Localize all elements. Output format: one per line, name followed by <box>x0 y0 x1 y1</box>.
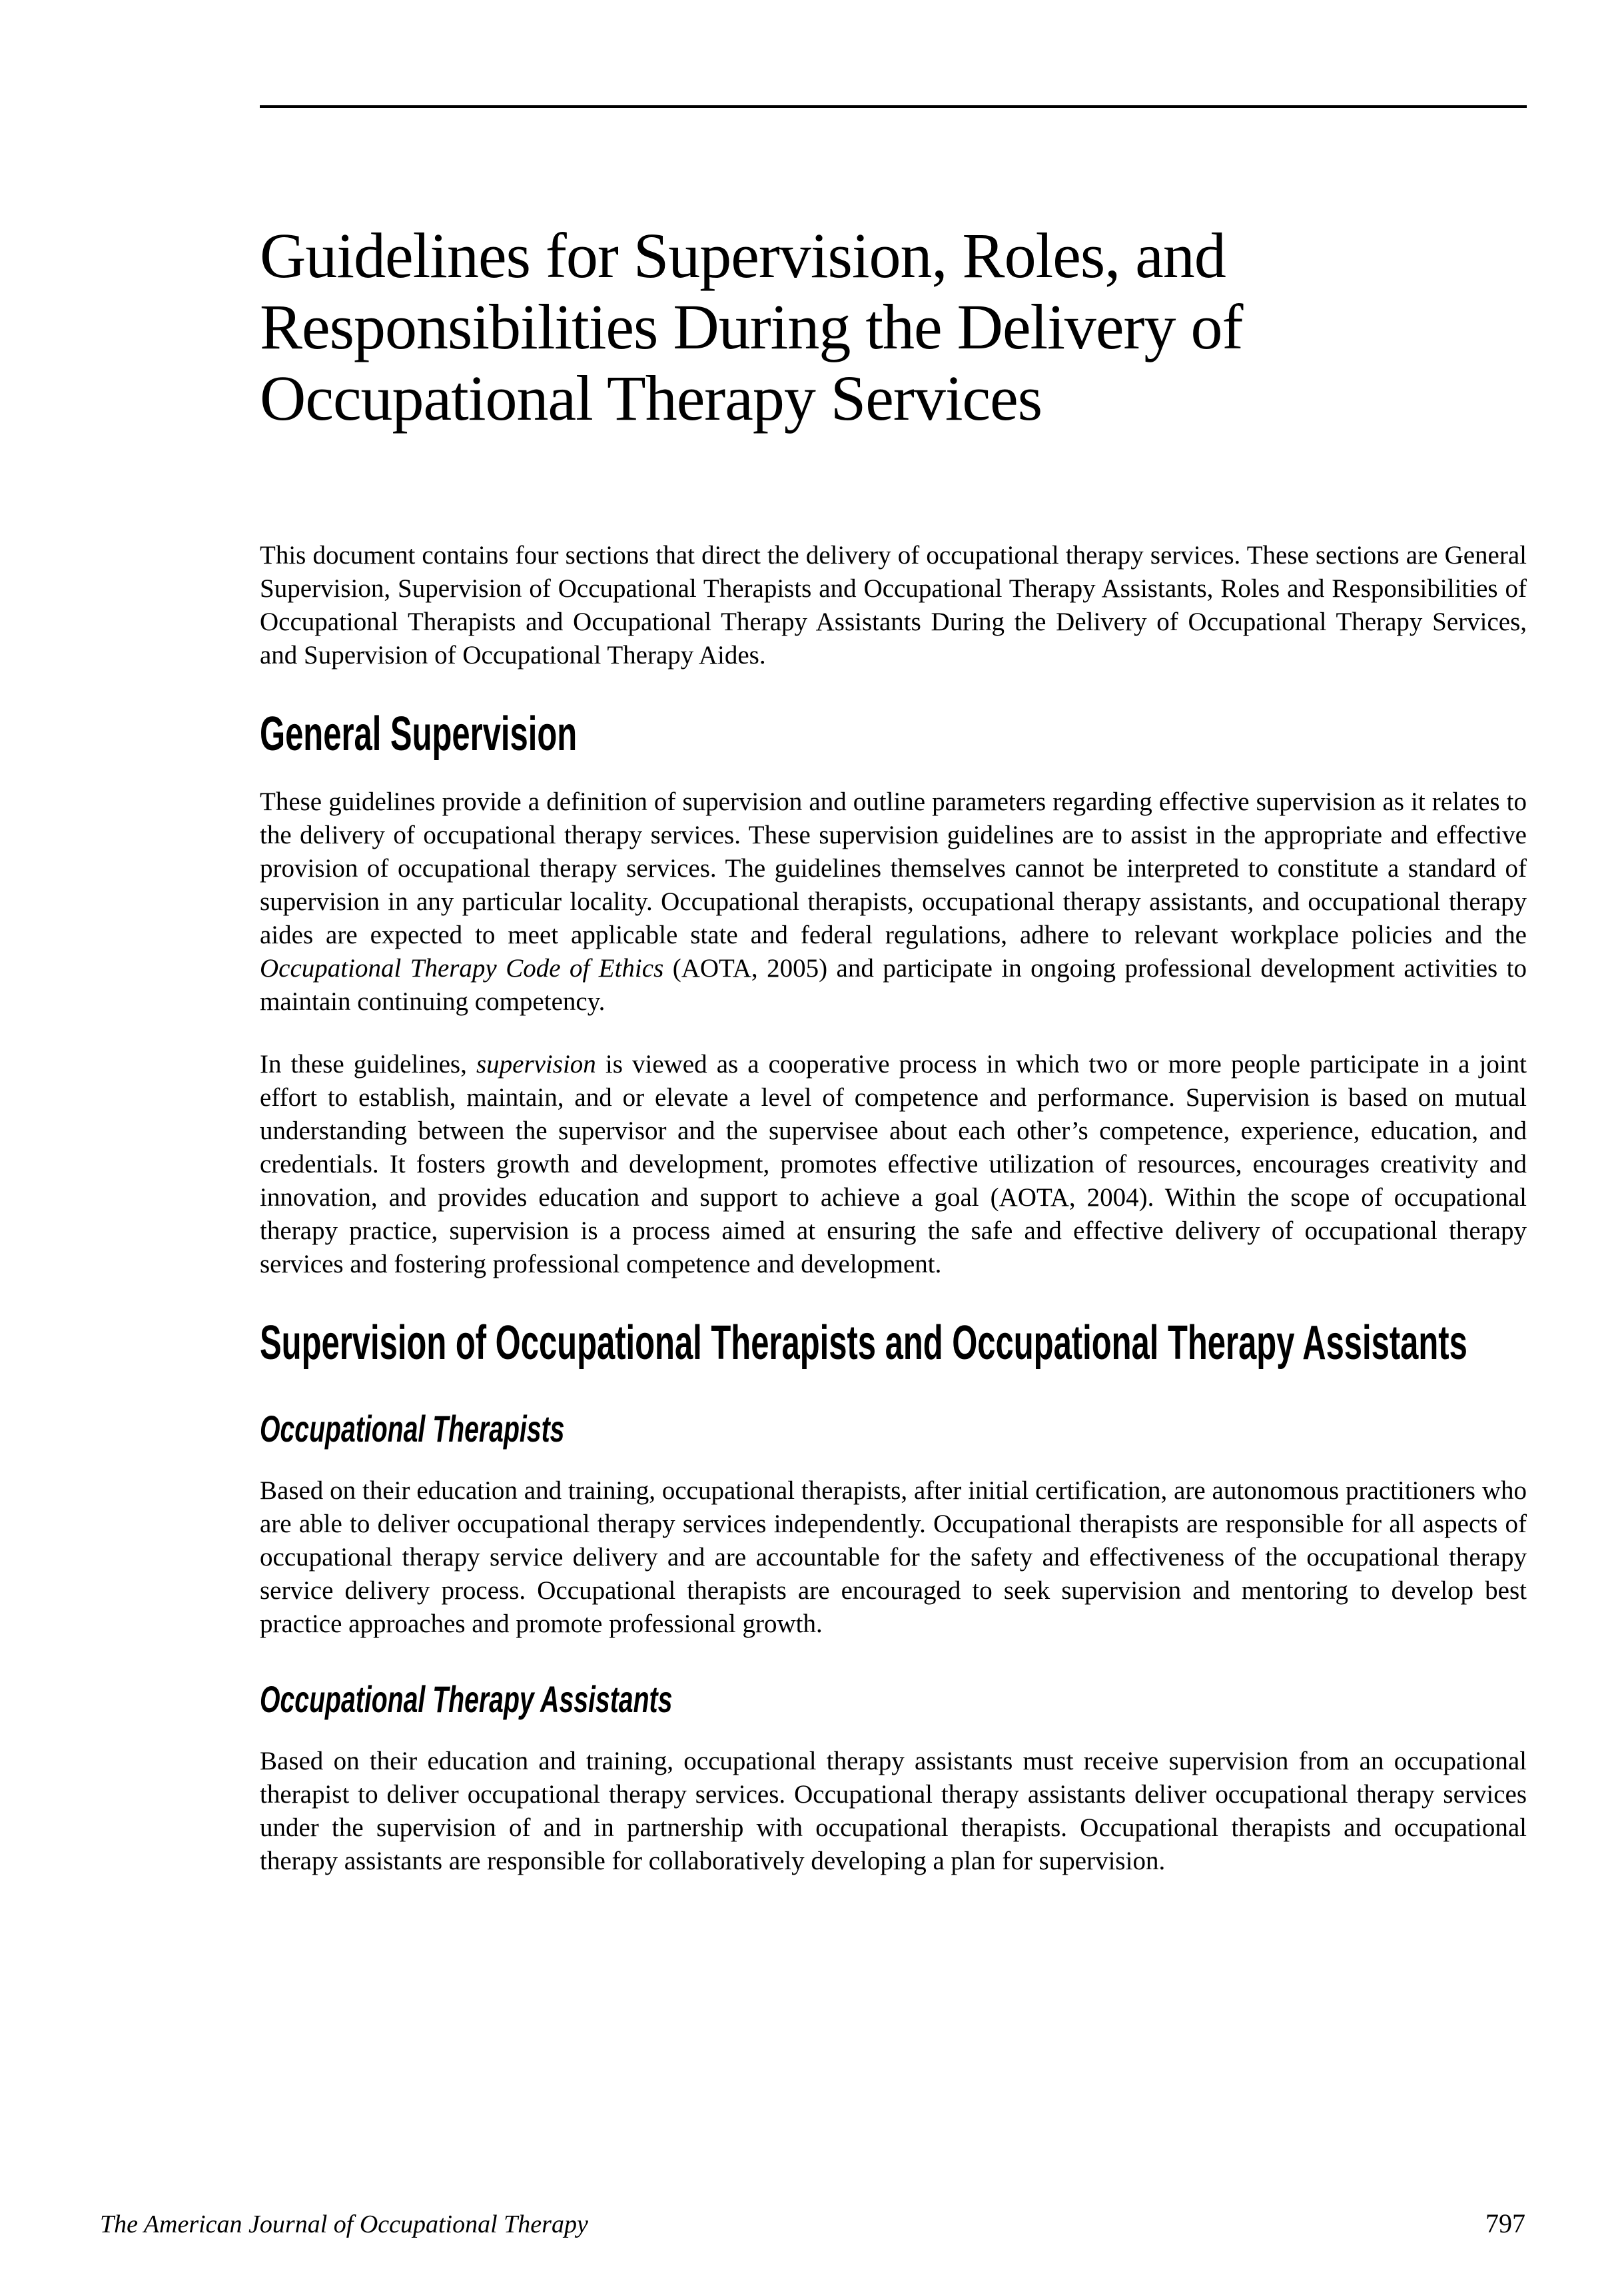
main-text-column <box>260 105 1527 1878</box>
page-title-line-3: Occupational Therapy Services <box>260 362 1042 434</box>
header-rule <box>260 105 1527 108</box>
footer-page-number: 797 <box>1485 2208 1525 2238</box>
section-heading-supervision-of-ot-and-ota: Supervision of Occupational Therapists and Occupational Therapy Assistants <box>260 1316 1467 1370</box>
general-supervision-paragraph-1: These guidelines provide a definition of supervision and outline parameters regarding effective supervision as it relates to the delivery of occupational therapy services. These supervision guidelines are to assist in the appropriate and effective provision of occupational therapy services. The guidelines themselves cannot be interpreted to constitute a standard of supervision in any particular locality. Occupational therapists, occupational therapy assistants, and occupational therapy aides are expected to meet applicable state and federal regulations, adhere to relevant workplace policies and the Occupational Therapy Code of Ethics (AOTA, 2005) and participate in ongoing professional development activities to maintain continuing competency. <box>260 787 1527 1016</box>
page-title-line-2: Responsibilities During the Delivery of <box>260 291 1243 362</box>
page-title <box>260 220 1527 434</box>
subsection-heading-occupational-therapists: Occupational Therapists <box>260 1408 565 1450</box>
occupational-therapists-paragraph: Based on their education and training, occupational therapists, after initial certification, are autonomous practitioners who are able to deliver occupational therapy services independently. Occupational therapists are responsible for all aspects of occupational therapy service delivery and are accountable for the safety and effectiveness of the occupational therapy service delivery process. Occupational therapists are encouraged to seek supervision and mentoring to develop best practice approaches and promote professional growth. <box>260 1476 1527 1638</box>
page-title-line-1: Guidelines for Supervision, Roles, and <box>260 220 1226 291</box>
intro-paragraph: This document contains four sections that direct the delivery of occupational therapy services. These sections are General Supervision, Supervision of Occupational Therapists and Occupational Therapy Assistants, Roles and Responsibilities of Occupational Therapists and Occupational Therapy Assistants During the Delivery of Occupational Therapy Services, and Supervision of Occupational Therapy Aides. <box>260 541 1527 670</box>
general-supervision-paragraph-2: In these guidelines, supervision is viewed as a cooperative process in which two or more people participate in a joint effort to establish, maintain, and or elevate a level of competence and performance. Supervision is based on mutual understanding between the supervisor and the supervisee about each other’s competence, experience, education, and credentials. It fosters growth and development, promotes effective utilization of resources, encourages creativity and innovation, and provides education and support to achieve a goal (AOTA, 2004). Within the scope of occupational therapy practice, supervision is a process aimed at ensuring the safe and effective delivery of occupational therapy services and fostering professional competence and development. <box>260 1050 1527 1278</box>
subsection-heading-occupational-therapy-assistants: Occupational Therapy Assistants <box>260 1678 673 1720</box>
page-footer <box>100 2208 1525 2239</box>
section-heading-general-supervision: General Supervision <box>260 707 578 761</box>
footer-journal-title: The American Journal of Occupational Therapy <box>100 2210 588 2238</box>
document-page <box>0 105 1624 2279</box>
occupational-therapy-assistants-paragraph: Based on their education and training, occupational therapy assistants must receive supervision from an occupational therapist to deliver occupational therapy services. Occupational therapy assistants deliver occupational therapy services under the supervision of and in partnership with occupational therapists. Occupational therapists and occupational therapy assistants are responsible for collaboratively developing a plan for supervision. <box>260 1747 1527 1875</box>
